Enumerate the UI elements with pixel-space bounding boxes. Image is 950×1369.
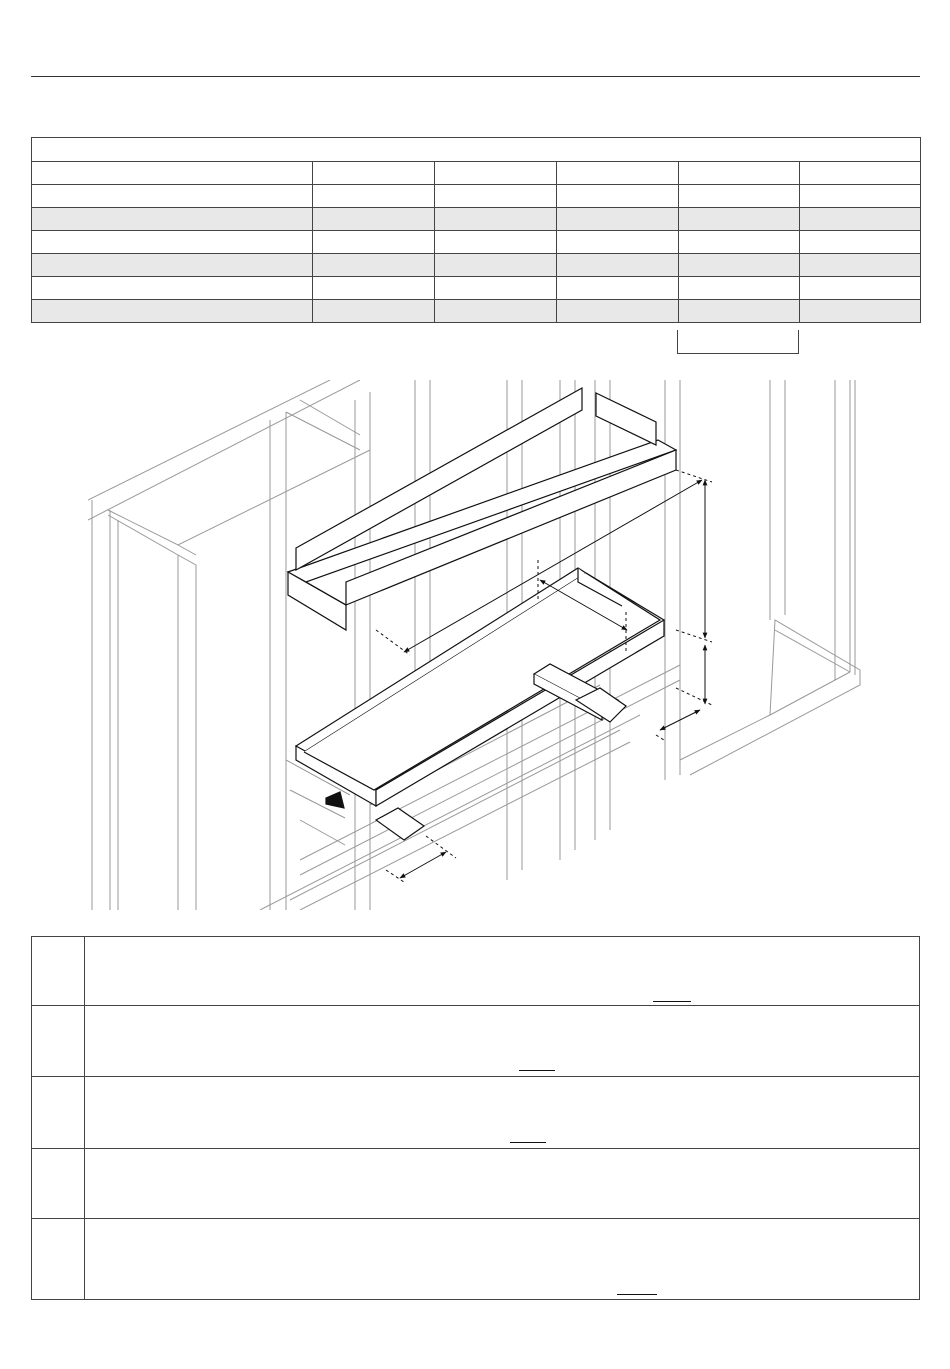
table-row [32,231,921,254]
table-cell [313,185,435,208]
framing-isometric-drawing [88,380,863,910]
table-cell [313,300,435,323]
answer-blank [510,1142,546,1143]
table-cell [435,254,557,277]
table-cell [435,231,557,254]
table-cell [557,208,679,231]
table-caption [32,138,921,162]
note-row [32,937,920,1006]
note-number [32,1006,85,1077]
table-cell [32,208,313,231]
table-cell [800,277,921,300]
table-row [32,254,921,277]
table-cell [32,162,313,185]
note-row [32,1149,920,1219]
table-cell [679,185,800,208]
answer-blank [617,1294,657,1295]
table-cell [435,208,557,231]
table-cell [313,208,435,231]
table-cell [557,185,679,208]
answer-blank [519,1070,555,1071]
table-row [32,300,921,323]
note-number [32,1077,85,1149]
table-cell [32,277,313,300]
note-number [32,1149,85,1219]
specification-table [31,137,921,323]
table-cell [679,277,800,300]
table-row [32,162,921,185]
table-cell [557,254,679,277]
table-cell [313,277,435,300]
note-number [32,1219,85,1300]
note-text [85,1219,920,1300]
table-cell [800,162,921,185]
table-total-cell [677,330,799,354]
header-rule [31,76,920,77]
table-cell [800,185,921,208]
table-cell [32,300,313,323]
table-cell [679,208,800,231]
note-text [85,1077,920,1149]
table-cell [557,277,679,300]
notes-table [31,936,920,1300]
table-cell [800,254,921,277]
note-row [32,1219,920,1300]
table-cell [32,185,313,208]
table-cell [800,208,921,231]
answer-blank [653,1001,691,1002]
table-cell [435,185,557,208]
table-cell [32,231,313,254]
table-cell [557,231,679,254]
table-cell [679,254,800,277]
note-row [32,1006,920,1077]
note-text [85,1006,920,1077]
table-cell [800,300,921,323]
table-cell [435,162,557,185]
note-text [85,937,920,1006]
table-cell [679,162,800,185]
bearer-frame [288,388,676,840]
table-cell [435,277,557,300]
table-cell [557,300,679,323]
table-row [32,185,921,208]
table-cell [32,254,313,277]
table-cell [313,231,435,254]
note-text [85,1149,920,1219]
note-number [32,937,85,1006]
table-cell [313,162,435,185]
table-row [32,277,921,300]
table-cell [557,162,679,185]
table-cell [800,231,921,254]
table-cell [679,300,800,323]
note-row [32,1077,920,1149]
table-cell [679,231,800,254]
table-row [32,208,921,231]
table-cell [313,254,435,277]
table-cell [435,300,557,323]
